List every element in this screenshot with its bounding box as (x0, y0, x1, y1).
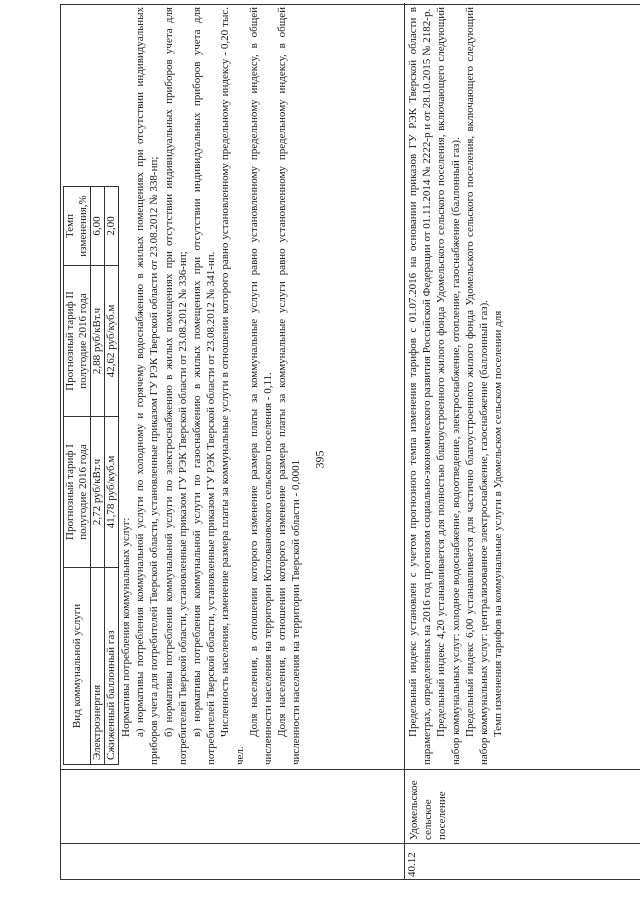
tariff-header: Вид коммунальной услуги (64, 568, 91, 765)
tariff-header: Прогнозный тариф II полугодие 2016 года (64, 266, 91, 417)
paragraph: Численность населения, изменение размера платы за коммунальные услуги в отношении которого равно установленному предельному индексу - 0,20 тыс. чел. (219, 7, 246, 765)
paragraph: Предельный индекс 6,00 устанавливается для частично благоустроенного жилого фонда Удомельского сельского поселения, включающего следующий набор коммунальных услуг: централизованное электроснабжение, газоснабжение (баллонный газ). (463, 7, 491, 765)
row-number-cell (61, 769, 404, 879)
paragraph: Предельный индекс 4,20 устанавливается для полностью благоустроенного жилого фонда Удомельского сельского поселения, включающего следующий набор коммунальных услуг: холодное водоснабжение, водоотведение, электроснабжение, отопление, газоснабжение (баллонный газ). (435, 7, 462, 765)
paragraph: Доля населения, в отношении которого изменение размера платы за коммунальные услуги равно установленному предельному индексу, в общей численности населения на территории Тверской области - 0,0001 (276, 7, 303, 765)
page-number: 395 (312, 450, 327, 469)
paragraph: Темп изменения тарифов на коммунальные услуги в Удомельском сельском поселении для (492, 310, 505, 737)
row-content-cell (404, 3, 640, 769)
table-row (404, 3, 640, 879)
tariff-row (91, 187, 105, 765)
tariff-cell: Сжиженный баллонный газ (105, 568, 119, 765)
paragraph: б) нормативы потребления коммунальной услуги по электроснабжению в жилых помещениях при отсутствии индивидуальных приборов учета для потребителей Тверской области, установленные приказом ГУ РЭК Тверской области от 23.08.2012 № 336-нп; (162, 7, 189, 765)
tariff-row (105, 187, 119, 765)
tariff-cell: 2,88 руб/кВт.ч (91, 266, 105, 417)
row-content-cell (61, 3, 404, 769)
paragraph: а) нормативы потребления коммунальной услуги по холодному и горячему водоснабжению в жилых помещениях при отсутствии индивидуальных приборов учета для потребителей Тверской области, установленные приказом ГУ РЭК Тверской области от 23.08.2012 № 338-нп; (134, 7, 161, 765)
tariff-header: Прогнозный тариф I полугодие 2016 года (64, 417, 91, 568)
paragraph: Предельный индекс установлен с учетом прогнозного темпа изменения тарифов с 01.07.2016 на основании приказов ГУ РЭК Тверской области в параметрах, определенных на 2016 год прогнозом социально-экономического развития Российской Федерации от 01.11.2014 № 2222-р и от 28.10.2015 № 2182-р. (407, 7, 434, 765)
tariff-cell: 6,00 (91, 187, 105, 266)
tariff-cell: 41,78 руб/куб.м (105, 417, 119, 568)
paragraph: в) нормативы потребления коммунальной услуги по газоснабжению в жилых помещениях при отсутствии индивидуальных приборов учета для потребителей Тверской области, установленные приказом ГУ РЭК Тверской области от 23.08.2012 № 341-нп. (191, 7, 218, 765)
tariff-cell: 2,72 руб/кВт.ч (91, 417, 105, 568)
table-row (61, 3, 405, 879)
paragraph: Нормативы потребления коммунальных услуг: (120, 517, 132, 737)
tariff-cell: 42,62 руб/куб.м (105, 266, 119, 417)
paragraph: Доля населения, в отношении которого изменение размера платы за коммунальные услуги равно установленному предельному индексу, в общей численности населения на территории Котловановского сельского поселения - 0,11. (247, 7, 275, 765)
document-table (60, 4, 640, 880)
row-number: 40.12 (406, 852, 418, 877)
tariff-header-row (64, 187, 91, 765)
tariff-cell: 2,00 (105, 187, 119, 266)
tariff-cell: Электроэнергия (91, 568, 105, 765)
column-divider (61, 843, 404, 844)
tariff-header: Темп изменения,% (64, 187, 91, 266)
municipality-name: Удомельское сельское поселение (408, 780, 448, 840)
tariff-table (63, 186, 119, 765)
